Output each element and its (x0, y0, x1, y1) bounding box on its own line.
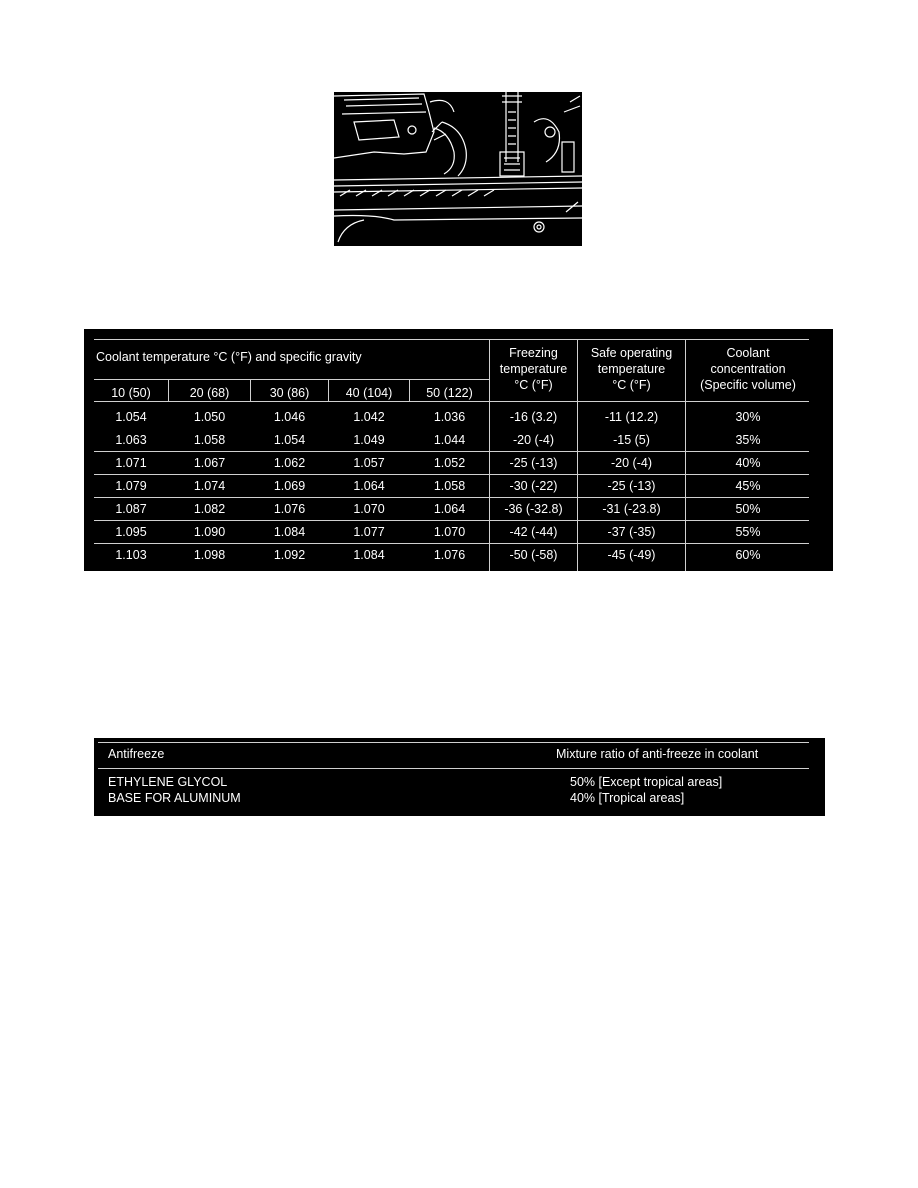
temp-col-header: 30 (86) (269, 386, 310, 400)
temp-col-header: 50 (122) (426, 386, 473, 400)
table-cell: 1.069 (273, 479, 306, 493)
table-cell: 1.103 (115, 548, 147, 562)
table-cell: 1.036 (433, 410, 466, 424)
table-cell: -20 (-4) (611, 456, 652, 470)
divider (94, 497, 809, 498)
table-cell: 40% (735, 456, 761, 470)
divider (94, 520, 809, 521)
temp-col-header: 40 (104) (345, 386, 393, 400)
table-cell: -20 (-4) (513, 433, 554, 447)
safe-header-line: temperature (597, 362, 666, 376)
table-cell: 35% (735, 433, 761, 447)
table-cell: 1.050 (193, 410, 226, 424)
divider (94, 379, 489, 380)
safe-operating-header (578, 346, 685, 392)
temp-col-header: 10 (50) (111, 386, 151, 400)
table-cell: -30 (-22) (509, 479, 558, 493)
divider (94, 451, 809, 452)
freezing-header (490, 346, 577, 392)
table-cell: 1.062 (273, 456, 306, 470)
mixture-ratio-header: Mixture ratio of anti-freeze in coolant (556, 747, 759, 761)
table-cell: 1.087 (115, 502, 147, 516)
table-cell: -16 (3.2) (509, 410, 558, 424)
table-cell: -15 (5) (613, 433, 650, 447)
table-cell: 1.042 (353, 410, 385, 424)
table-cell: 1.074 (193, 479, 226, 493)
table-cell: 1.084 (353, 548, 385, 562)
mixture-ratio-value: 50% [Except tropical areas] (570, 775, 723, 789)
concentration-header (686, 346, 810, 392)
table-cell: 1.071 (115, 456, 147, 470)
mixture-ratio-value: 40% [Tropical areas] (570, 791, 685, 805)
table-cell: 1.084 (273, 525, 306, 539)
table-cell: 1.046 (273, 410, 306, 424)
table-cell: 50% (735, 502, 761, 516)
table-cell: 1.090 (193, 525, 226, 539)
table-cell: 1.076 (433, 548, 466, 562)
table-cell: 55% (735, 525, 761, 539)
table-cell: 1.076 (273, 502, 306, 516)
table-cell: 1.054 (273, 433, 306, 447)
table-cell: 1.063 (115, 433, 147, 447)
antifreeze-mixture-table (94, 738, 825, 816)
engine-bay-drawing (334, 92, 582, 246)
divider (94, 543, 809, 544)
coolant-specific-gravity-table (84, 329, 833, 571)
freezing-header-line: Freezing (509, 346, 558, 360)
safe-header-line: °C (°F) (612, 378, 651, 392)
table-cell: 45% (735, 479, 761, 493)
antifreeze-name: ETHYLENE GLYCOL (108, 775, 228, 789)
table-cell: 1.064 (433, 502, 466, 516)
divider (94, 401, 809, 402)
table-cell: -25 (-13) (509, 456, 558, 470)
table-cell: 1.082 (193, 502, 226, 516)
divider (98, 768, 809, 769)
freezing-header-line: °C (°F) (514, 378, 553, 392)
table-cell: -25 (-13) (607, 479, 656, 493)
table-cell: -31 (-23.8) (602, 502, 661, 516)
table-cell: 1.049 (353, 433, 385, 447)
table-cell: 1.044 (433, 433, 466, 447)
table-cell: -42 (-44) (509, 525, 558, 539)
freezing-header-line: temperature (499, 362, 568, 376)
antifreeze-name: BASE FOR ALUMINUM (108, 791, 241, 805)
table-cell: -37 (-35) (607, 525, 656, 539)
table-cell: 1.052 (433, 456, 466, 470)
table-cell: -11 (12.2) (604, 410, 659, 424)
table-cell: 1.067 (193, 456, 226, 470)
table-cell: 60% (735, 548, 761, 562)
table-cell: 1.058 (433, 479, 466, 493)
temp-col-header: 20 (68) (189, 386, 230, 400)
concentration-header-line: Coolant (726, 346, 770, 360)
concentration-header-line: concentration (710, 362, 786, 376)
table-cell: 1.054 (115, 410, 147, 424)
table-cell: 1.070 (433, 525, 466, 539)
table-cell: 1.092 (273, 548, 306, 562)
divider (94, 474, 809, 475)
table-cell: -50 (-58) (509, 548, 558, 562)
table-cell: -45 (-49) (607, 548, 656, 562)
table-cell: 1.095 (115, 525, 147, 539)
antifreeze-header: Antifreeze (108, 747, 165, 761)
divider (98, 742, 809, 743)
divider (94, 339, 809, 340)
radiator-hydrometer-illustration (334, 92, 582, 246)
table-cell: 1.079 (115, 479, 147, 493)
table-cell: 1.064 (353, 479, 385, 493)
table-cell: 30% (735, 410, 761, 424)
safe-header-line: Safe operating (590, 346, 673, 360)
table-cell: 1.077 (353, 525, 385, 539)
table-cell: 1.057 (353, 456, 385, 470)
table-cell: 1.070 (353, 502, 385, 516)
table-cell: 1.058 (193, 433, 226, 447)
table-cell: 1.098 (193, 548, 226, 562)
concentration-header-line: (Specific volume) (700, 378, 796, 392)
table-cell: -36 (-32.8) (504, 502, 563, 516)
group-header: Coolant temperature °C (°F) and specific gravity (96, 350, 362, 364)
